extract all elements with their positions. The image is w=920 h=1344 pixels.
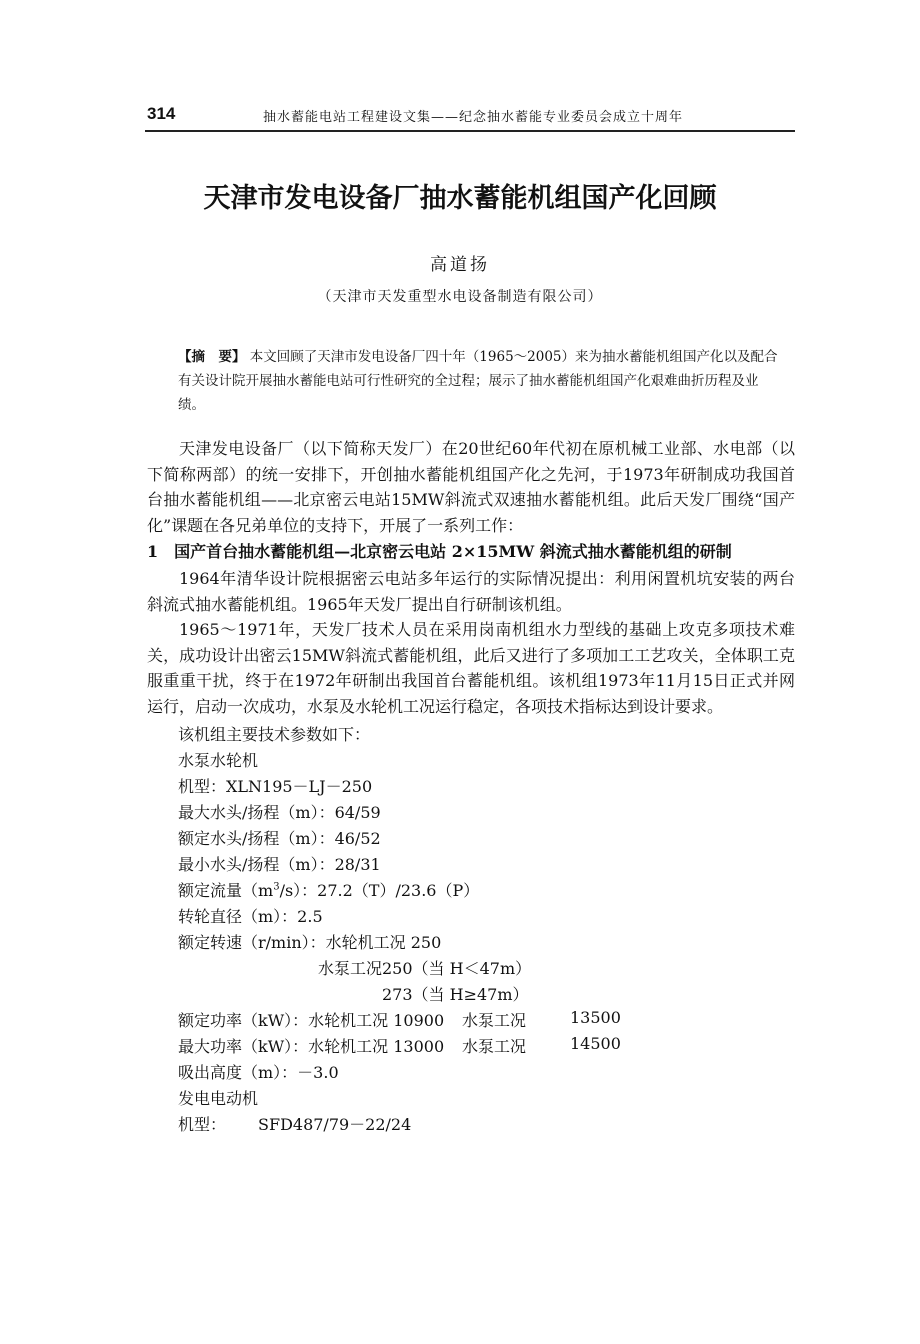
spec-max-head: 最大水头/扬程（m）：64/59: [178, 803, 381, 822]
page-header: [145, 100, 795, 132]
section-heading: 1 国产首台抽水蓄能机组—北京密云电站 2×15MW 斜流式抽水蓄能机组的研制: [147, 542, 732, 561]
intro-paragraph: 天津发电设备厂（以下简称天发厂）在20世纪60年代初在原机械工业部、水电部（以下简称两部）的统一安排下，开创抽水蓄能机组国产化之先河，于1973年研制成功我国首台抽水蓄能机组——北京密云电站15MW斜流式双速抽水蓄能机组。此后天发厂围绕“国产化”课题在各兄弟单位的支持下，开展了一系列工作：: [147, 439, 795, 535]
spec-rated-speed-pump-2: 273（当 H≥47m）: [382, 985, 529, 1004]
spec-max-power: 最大功率（kW）：水轮机工况 13000: [178, 1037, 445, 1056]
spec-rated-speed: 额定转速（r/min）：水轮机工况 250: [178, 933, 442, 952]
spec-rated-flow: [178, 878, 479, 901]
spec-max-power-pump-label: 水泵工况: [462, 1037, 527, 1056]
pump-turbine-heading: 水泵水轮机: [178, 751, 259, 770]
abstract: [178, 345, 778, 417]
rated-flow-prefix: 额定流量（m: [178, 881, 274, 900]
article-title: 天津市发电设备厂抽水蓄能机组国产化回顾: [203, 183, 717, 214]
motor-model-label: 机型：: [178, 1115, 227, 1134]
rated-flow-sup: 3: [273, 881, 280, 893]
spec-min-head: 最小水头/扬程（m）：28/31: [178, 855, 381, 874]
spec-rated-head: 额定水头/扬程（m）：46/52: [178, 829, 381, 848]
spec-rated-power: 额定功率（kW）：水轮机工况 10900: [178, 1011, 445, 1030]
body-paragraph-1: 1964年清华设计院根据密云电站多年运行的实际情况提出：利用闲置机坑安装的两台斜流式抽水蓄能机组。1965年天发厂提出自行研制该机组。: [147, 569, 795, 614]
affiliation: （天津市天发重型水电设备制造有限公司）: [317, 289, 603, 305]
spec-model: 机型：XLN195－LJ－250: [178, 777, 373, 796]
spec-intro: 该机组主要技术参数如下：: [178, 725, 371, 744]
spec-rated-power-pump-label: 水泵工况: [462, 1011, 527, 1030]
spec-suction-height: 吸出高度（m）：－3.0: [178, 1063, 339, 1082]
spec-rated-power-pump-value: 13500: [570, 1008, 621, 1027]
spec-max-power-pump-value: 14500: [570, 1034, 621, 1053]
motor-heading: 发电电动机: [178, 1089, 259, 1108]
rated-flow-suffix: /s）：27.2（T）/23.6（P）: [279, 881, 480, 900]
abstract-text: 本文回顾了天津市发电设备厂四十年（1965～2005）来为抽水蓄能机组国产化以及配合有关设计院开展抽水蓄能电站可行性研究的全过程；展示了抽水蓄能机组国产化艰难曲折历程及业绩。: [178, 349, 778, 413]
spec-rated-speed-pump-1: 水泵工况250（当 H＜47m）: [318, 959, 532, 978]
author: 高道扬: [430, 255, 490, 275]
spec-runner-diameter: 转轮直径（m）：2.5: [178, 907, 323, 926]
motor-model-value: SFD487/79－22/24: [258, 1115, 412, 1134]
running-title: 抽水蓄能电站工程建设文集——纪念抽水蓄能专业委员会成立十周年: [263, 110, 684, 125]
body-paragraph-2: 1965～1971年，天发厂技术人员在采用岗南机组水力型线的基础上攻克多项技术难关，成功设计出密云15MW斜流式蓄能机组，此后又进行了多项加工工艺攻关，全体职工克服重重干扰，终于在1972年研制出我国首台蓄能机组。该机组1973年11月15日正式并网运行，启动一次成功，水泵及水轮机工况运行稳定，各项技术指标达到设计要求。: [147, 620, 795, 716]
abstract-label: 【摘 要】: [178, 349, 246, 365]
page-number: 314: [147, 104, 176, 123]
